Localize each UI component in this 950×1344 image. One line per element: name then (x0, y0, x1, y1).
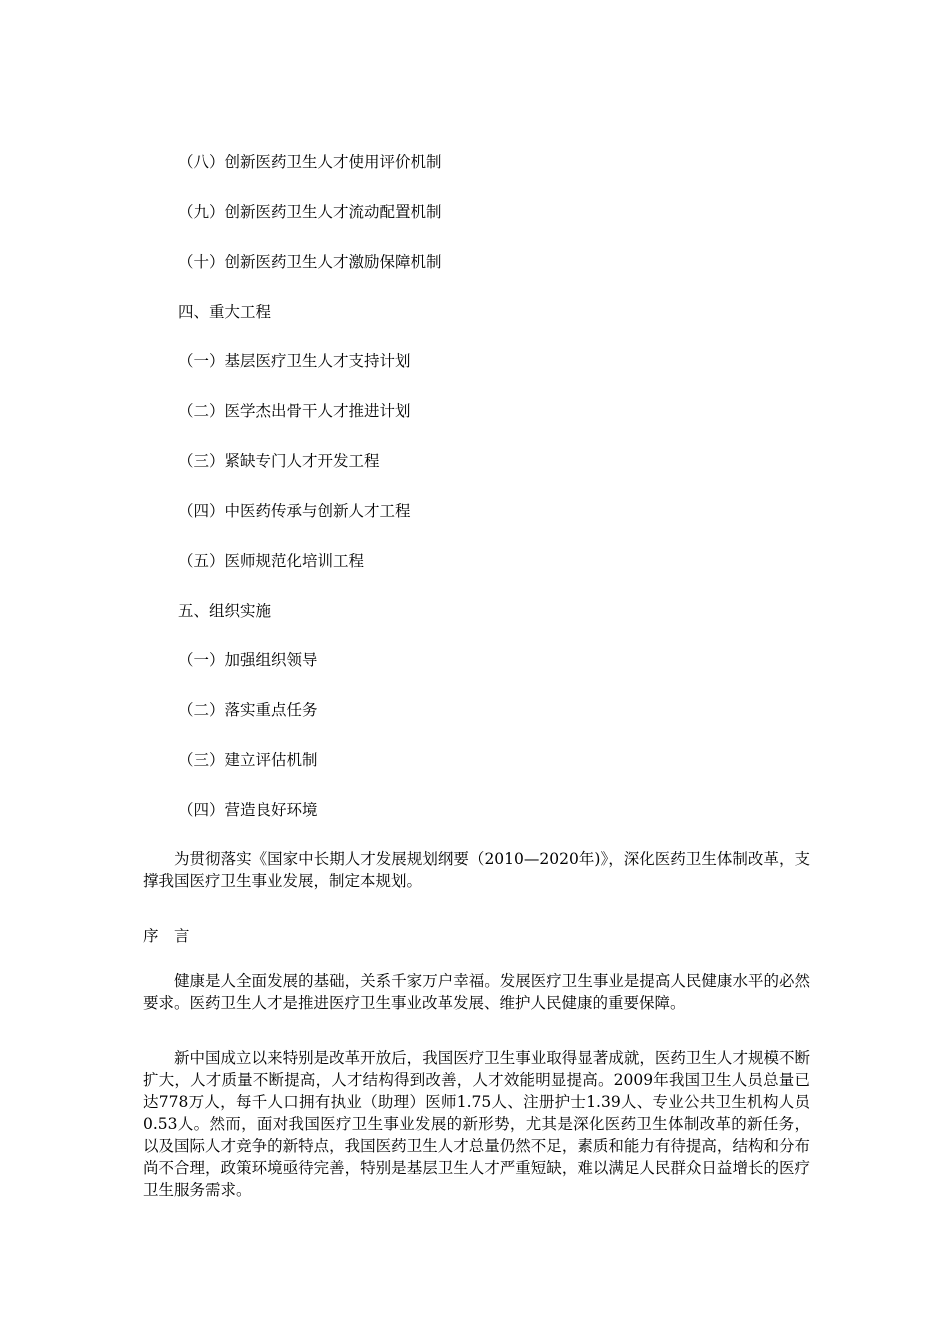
outline-item-10: （十）创新医药卫生人才激励保障机制 (178, 253, 442, 271)
outline-item-4-2: （二）医学杰出骨干人才推进计划 (178, 402, 411, 420)
preface-heading: 序 言 (143, 927, 190, 945)
outline-item-4-1: （一）基层医疗卫生人才支持计划 (178, 352, 411, 370)
outline-item-4-5: （五）医师规范化培训工程 (178, 552, 365, 570)
outline-item-4-3: （三）紧缺专门人才开发工程 (178, 452, 380, 470)
outline-item-9: （九）创新医药卫生人才流动配置机制 (178, 203, 442, 221)
intro-paragraph: 为贯彻落实《国家中长期人才发展规划纲要（2010—2020年)》，深化医药卫生体制改革，支撑我国医疗卫生事业发展，制定本规划。 (143, 850, 810, 890)
outline-item-5-1: （一）加强组织领导 (178, 651, 318, 669)
outline-item-5-3: （三）建立评估机制 (178, 751, 318, 769)
section-heading-4: 四、重大工程 (178, 303, 272, 321)
outline-item-8: （八）创新医药卫生人才使用评价机制 (178, 153, 442, 171)
outline-item-5-2: （二）落实重点任务 (178, 701, 318, 719)
preface-paragraph-1: 健康是人全面发展的基础，关系千家万户幸福。发展医疗卫生事业是提高人民健康水平的必然要求。医药卫生人才是推进医疗卫生事业改革发展、维护人民健康的重要保障。 (143, 972, 810, 1012)
section-heading-5: 五、组织实施 (178, 602, 272, 620)
outline-item-4-4: （四）中医药传承与创新人才工程 (178, 502, 411, 520)
outline-item-5-4: （四）营造良好环境 (178, 801, 318, 819)
preface-paragraph-2: 新中国成立以来特别是改革开放后，我国医疗卫生事业取得显著成就，医药卫生人才规模不断扩大，人才质量不断提高，人才结构得到改善，人才效能明显提高。2009年我国卫生人员总量已达778万人，每千人口拥有执业（助理）医师1.75人、注册护士1.39人、专业公共卫生机构人员0.53人。然而，面对我国医疗卫生事业发展的新形势，尤其是深化医药卫生体制改革的新任务，以及国际人才竞争的新特点，我国医药卫生人才总量仍然不足，素质和能力有待提高，结构和分布尚不合理，政策环境亟待完善，特别是基层卫生人才严重短缺，难以满足人民群众日益增长的医疗卫生服务需求。 (143, 1049, 810, 1199)
